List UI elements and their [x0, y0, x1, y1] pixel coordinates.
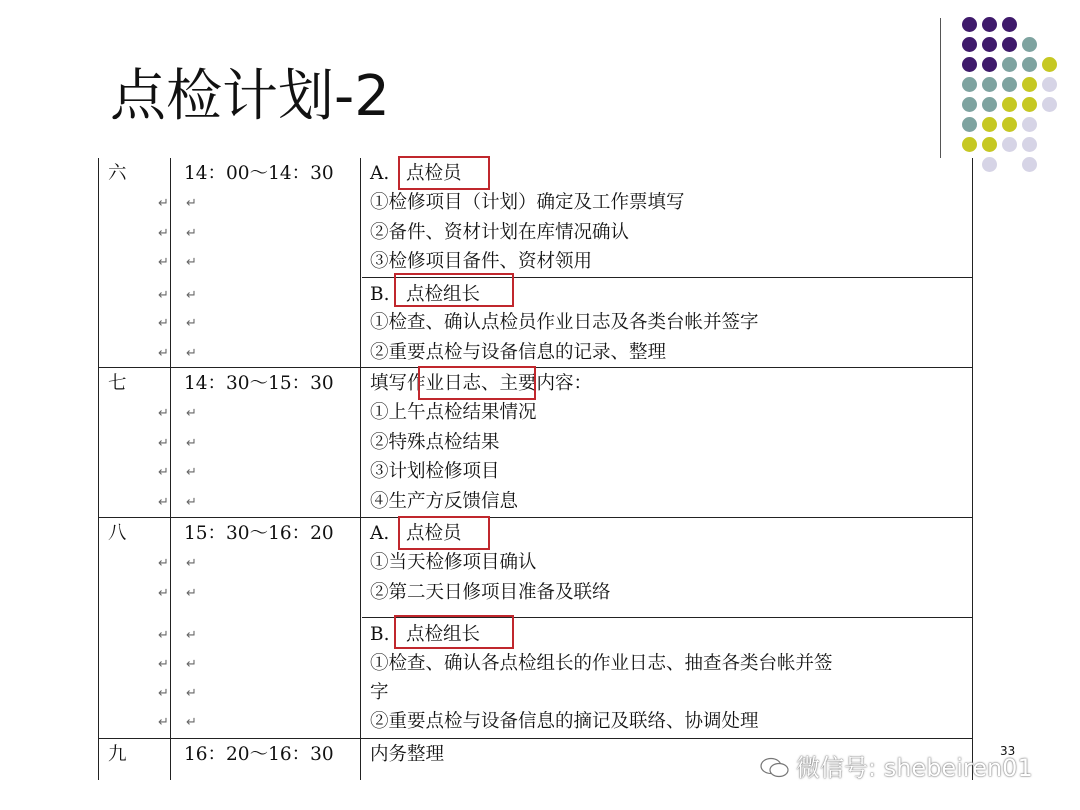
row-time: 16：20～16：30: [184, 744, 334, 765]
paragraph-mark: ↵: [186, 226, 197, 241]
decorative-dot: [962, 117, 977, 132]
decorative-dot: [962, 97, 977, 112]
paragraph-mark: ↵: [186, 657, 197, 672]
decorative-dot: [962, 137, 977, 152]
paragraph-mark: ↵: [158, 628, 169, 643]
decorative-dot: [1022, 77, 1037, 92]
decorative-dot: [1002, 57, 1017, 72]
paragraph-mark: ↵: [158, 288, 169, 303]
paragraph-mark: ↵: [158, 686, 169, 701]
paragraph-mark: ↵: [186, 495, 197, 510]
row-number: 七: [108, 373, 127, 394]
decorative-dot: [1022, 37, 1037, 52]
row-time: 14：00～14：30: [184, 163, 334, 184]
paragraph-mark: ↵: [186, 686, 197, 701]
paragraph-mark: ↵: [158, 657, 169, 672]
decorative-dot: [1022, 57, 1037, 72]
paragraph-mark: ↵: [186, 288, 197, 303]
paragraph-mark: ↵: [186, 715, 197, 730]
decorative-dot: [982, 157, 997, 172]
decorative-dot: [962, 37, 977, 52]
group-label: B.: [370, 284, 390, 305]
decorative-dot: [1022, 137, 1037, 152]
paragraph-mark: ↵: [186, 586, 197, 601]
paragraph-mark: ↵: [158, 715, 169, 730]
task-item: ①当天检修项目确认: [370, 552, 537, 573]
paragraph-mark: ↵: [158, 255, 169, 270]
decorative-dot: [1002, 17, 1017, 32]
task-item: ③计划检修项目: [370, 461, 500, 482]
decorative-dot: [1022, 117, 1037, 132]
row-number: 九: [108, 744, 127, 765]
highlight-box: [398, 516, 490, 550]
group-label: B.: [370, 624, 390, 645]
paragraph-mark: ↵: [186, 436, 197, 451]
task-item: ②重要点检与设备信息的摘记及联络、协调处理: [370, 711, 759, 732]
row-time: 14：30～15：30: [184, 373, 334, 394]
task-item: ②第二天日修项目准备及联络: [370, 582, 611, 603]
task-item: ②备件、资材计划在库情况确认: [370, 222, 630, 243]
table-border-col1: [170, 158, 171, 780]
task-item: 字: [370, 682, 389, 703]
group-label: A.: [370, 163, 390, 184]
wechat-icon: [760, 757, 790, 779]
role-label: 点检组长: [406, 284, 481, 305]
schedule-table: [98, 158, 974, 780]
paragraph-mark: ↵: [186, 346, 197, 361]
role-label: 点检组长: [406, 624, 481, 645]
paragraph-mark: ↵: [158, 436, 169, 451]
role-label: 点检员: [406, 163, 462, 184]
row-time: 15：30～16：20: [184, 523, 334, 544]
task-item: ④生产方反馈信息: [370, 491, 519, 512]
decorative-dot: [962, 17, 977, 32]
table-border-left: [98, 158, 99, 780]
task-item: ①检查、确认点检员作业日志及各类台帐并签字: [370, 312, 759, 333]
role-label: 点检员: [406, 523, 462, 544]
paragraph-mark: ↵: [158, 226, 169, 241]
task-item: ②特殊点检结果: [370, 432, 500, 453]
paragraph-mark: ↵: [158, 346, 169, 361]
decorative-dot: [982, 137, 997, 152]
table-border-right: [972, 158, 973, 780]
paragraph-mark: ↵: [186, 255, 197, 270]
paragraph-mark: ↵: [158, 196, 169, 211]
table-border-col2: [360, 158, 361, 780]
task-item: ①上午点检结果情况: [370, 402, 537, 423]
paragraph-mark: ↵: [186, 316, 197, 331]
paragraph-mark: ↵: [186, 406, 197, 421]
decorative-dot: [1042, 77, 1057, 92]
decorative-dot: [1002, 77, 1017, 92]
decorative-dot: [982, 17, 997, 32]
decorative-dot: [1042, 97, 1057, 112]
decorative-dot: [982, 57, 997, 72]
decorative-dot: [982, 37, 997, 52]
decorative-dot: [982, 97, 997, 112]
decorative-dot: [1002, 137, 1017, 152]
paragraph-mark: ↵: [158, 465, 169, 480]
task-item: ③检修项目备件、资材领用: [370, 251, 593, 272]
intro-text: 填写作业日志、主要内容：: [370, 373, 593, 394]
watermark-text: 微信号: shebeiren01: [796, 754, 1033, 782]
highlight-box: [418, 366, 536, 400]
paragraph-mark: ↵: [158, 316, 169, 331]
row-divider-7-8: [98, 517, 972, 518]
decorative-dot: [1022, 97, 1037, 112]
decorative-dot: [1002, 117, 1017, 132]
paragraph-mark: ↵: [158, 495, 169, 510]
wechat-watermark: [760, 748, 1033, 783]
highlight-box: [394, 615, 514, 649]
task-item: ②重要点检与设备信息的记录、整理: [370, 342, 667, 363]
paragraph-mark: ↵: [158, 586, 169, 601]
paragraph-mark: ↵: [158, 406, 169, 421]
task-item: ①检查、确认各点检组长的作业日志、抽查各类台帐并签: [370, 653, 833, 674]
title-divider: [940, 18, 941, 158]
task-item: ①检修项目（计划）确定及工作票填写: [370, 192, 685, 213]
paragraph-mark: ↵: [158, 556, 169, 571]
highlight-box: [398, 156, 490, 190]
decorative-dot: [1002, 97, 1017, 112]
row-number: 六: [108, 163, 127, 184]
decorative-dot: [982, 117, 997, 132]
group-label: A.: [370, 523, 390, 544]
slide-title: 点检计划-2: [110, 64, 390, 129]
decorative-dot: [982, 77, 997, 92]
paragraph-mark: ↵: [186, 628, 197, 643]
highlight-box: [394, 273, 514, 307]
row-divider-8-9: [98, 738, 972, 739]
decorative-dot: [962, 77, 977, 92]
paragraph-mark: ↵: [186, 196, 197, 211]
decorative-dot: [1002, 37, 1017, 52]
row-content: 内务整理: [370, 744, 445, 765]
decorative-dot: [1022, 157, 1037, 172]
decorative-dot: [962, 57, 977, 72]
page-number: 33: [1000, 744, 1016, 758]
paragraph-mark: ↵: [186, 465, 197, 480]
paragraph-mark: ↵: [186, 556, 197, 571]
row-number: 八: [108, 523, 127, 544]
decorative-dot: [1042, 57, 1057, 72]
